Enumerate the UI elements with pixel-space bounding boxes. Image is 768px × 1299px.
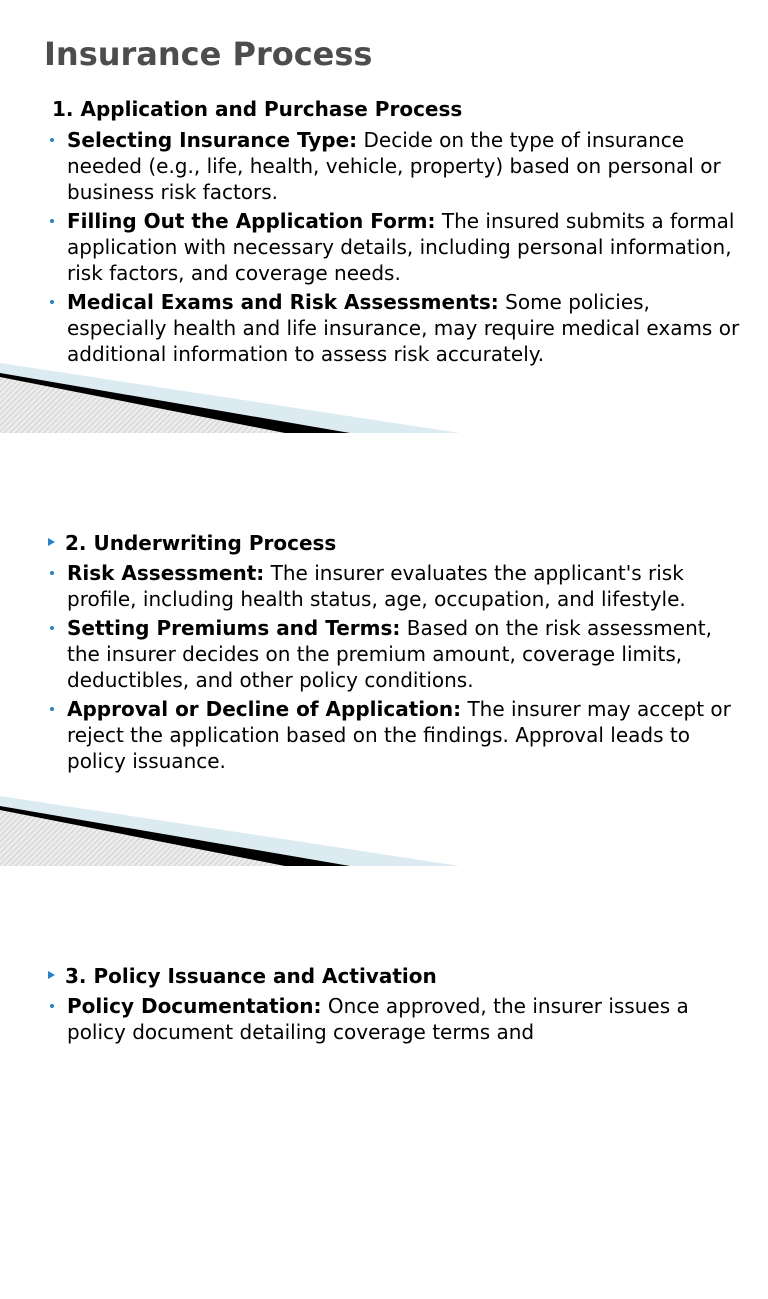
- list-item: Medical Exams and Risk Assessments: Some policies, especially health and life insurance, may require medical exams or additional information to assess risk accurately.: [50, 289, 740, 367]
- list-item: Setting Premiums and Terms: Based on the risk assessment, the insurer decides on the premium amount, coverage limits, deductibles, and other policy conditions.: [50, 615, 740, 693]
- bullet-list: [50, 127, 740, 370]
- bullet-icon: [50, 1004, 54, 1008]
- slide-1: [0, 0, 768, 433]
- list-item: Risk Assessment: The insurer evaluates the applicant's risk profile, including health status, age, occupation, and lifestyle.: [50, 560, 740, 612]
- section-heading: 2. Underwriting Process: [48, 530, 336, 556]
- swoosh-decoration: [0, 363, 460, 433]
- list-item: Policy Documentation: Once approved, the insurer issues a policy document detailing coverage terms and: [50, 993, 740, 1045]
- list-item: Approval or Decline of Application: The insurer may accept or reject the application based on the findings. Approval leads to policy issuance.: [50, 696, 740, 774]
- bullet-list: [50, 560, 740, 777]
- bullet-icon: [50, 571, 54, 575]
- section-heading: 1. Application and Purchase Process: [52, 97, 463, 121]
- swoosh-decoration: [0, 796, 460, 866]
- section-heading: 3. Policy Issuance and Activation: [48, 963, 437, 989]
- list-item: Selecting Insurance Type: Decide on the type of insurance needed (e.g., life, health, vehicle, property) based on personal or business risk factors.: [50, 127, 740, 205]
- arrow-bullet-icon: [48, 538, 55, 546]
- bullet-icon: [50, 138, 54, 142]
- bullet-icon: [50, 300, 54, 304]
- bullet-icon: [50, 626, 54, 630]
- arrow-bullet-icon: [48, 971, 55, 979]
- list-item: Filling Out the Application Form: The insured submits a formal application with necessary details, including personal information, risk factors, and coverage needs.: [50, 208, 740, 286]
- bullet-icon: [50, 219, 54, 223]
- bullet-icon: [50, 707, 54, 711]
- slide-3: [0, 866, 768, 1299]
- slide-2: [0, 433, 768, 866]
- bullet-list: [50, 993, 740, 1048]
- page-title: Insurance Process: [44, 35, 373, 73]
